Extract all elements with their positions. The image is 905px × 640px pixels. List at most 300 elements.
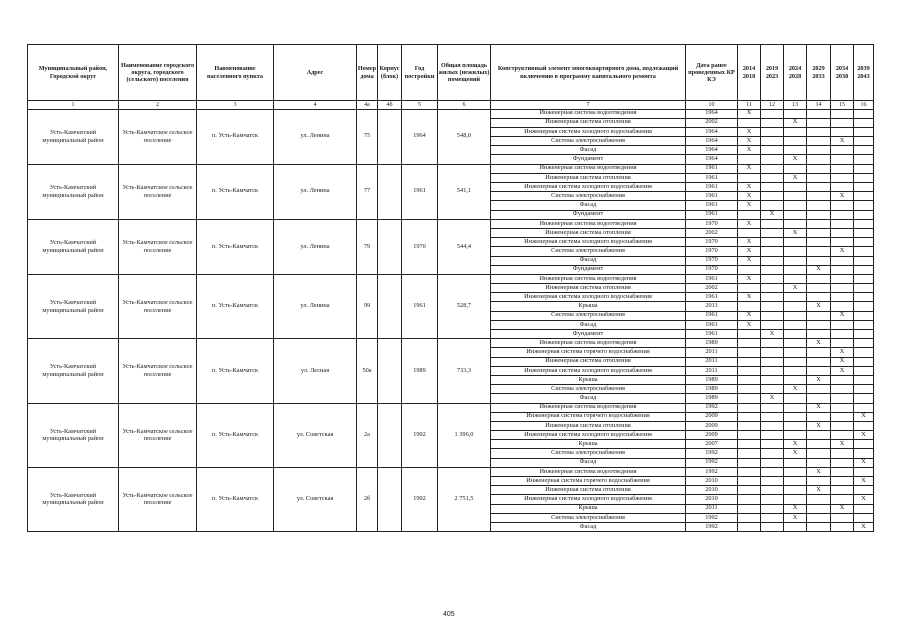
period-mark-cell	[831, 522, 854, 531]
period-mark-cell	[807, 109, 831, 118]
period-mark-cell	[784, 467, 807, 476]
period-mark-cell	[784, 127, 807, 136]
element-cell: Инженерная система водоотведения	[491, 164, 686, 173]
element-cell: Фасад	[491, 320, 686, 329]
settlement-cell: Усть-Камчатское сельское поселение	[119, 109, 197, 164]
period-mark-cell	[738, 467, 761, 476]
period-mark-cell	[807, 394, 831, 403]
block-cell	[378, 274, 402, 338]
period-mark-cell: X	[784, 440, 807, 449]
period-mark-cell	[807, 192, 831, 201]
column-number: 4	[274, 101, 357, 110]
area-cell: 2 751,5	[438, 467, 491, 531]
settlement-cell: Усть-Камчатское сельское поселение	[119, 219, 197, 274]
period-mark-cell: X	[854, 412, 874, 421]
period-mark-cell	[761, 467, 784, 476]
house-cell: 2а	[357, 403, 378, 467]
prev-repair-cell: 1961	[686, 320, 738, 329]
period-mark-cell: X	[738, 192, 761, 201]
district-cell: Усть-Камчатский муниципальный район	[28, 274, 119, 338]
period-mark-cell	[807, 201, 831, 210]
period-mark-cell	[738, 265, 761, 274]
period-mark-cell	[831, 201, 854, 210]
period-mark-cell	[738, 504, 761, 513]
period-mark-cell	[807, 513, 831, 522]
header-period: 2034 2038	[831, 45, 854, 101]
period-mark-cell	[761, 311, 784, 320]
period-mark-cell: X	[784, 284, 807, 293]
locality-cell: п. Усть-Камчатск	[197, 274, 274, 338]
period-mark-cell	[761, 164, 784, 173]
area-cell: 733,3	[438, 339, 491, 403]
settlement-cell: Усть-Камчатское сельское поселение	[119, 164, 197, 219]
district-cell: Усть-Камчатский муниципальный район	[28, 219, 119, 274]
district-cell: Усть-Камчатский муниципальный район	[28, 339, 119, 403]
period-mark-cell	[761, 513, 784, 522]
period-mark-cell	[831, 486, 854, 495]
period-mark-cell: X	[807, 339, 831, 348]
period-mark-cell	[854, 210, 874, 219]
element-cell: Система электроснабжения	[491, 311, 686, 320]
period-mark-cell	[738, 210, 761, 219]
period-mark-cell	[784, 293, 807, 302]
period-mark-cell	[761, 183, 784, 192]
period-mark-cell	[854, 118, 874, 127]
period-mark-cell	[831, 183, 854, 192]
element-cell: Инженерная система водоотведения	[491, 403, 686, 412]
period-mark-cell	[761, 357, 784, 366]
column-number: 15	[831, 101, 854, 110]
period-mark-cell	[738, 449, 761, 458]
table-row	[28, 164, 874, 173]
period-mark-cell	[738, 228, 761, 237]
period-mark-cell	[784, 302, 807, 311]
settlement-cell: Усть-Камчатское сельское поселение	[119, 274, 197, 338]
prev-repair-cell: 1961	[686, 183, 738, 192]
element-cell: Инженерная система горячего водоснабжения	[491, 412, 686, 421]
period-mark-cell	[807, 330, 831, 339]
period-mark-cell	[807, 440, 831, 449]
period-mark-cell: X	[738, 164, 761, 173]
address-cell: ул. Ленина	[274, 164, 357, 219]
page-number: 405	[443, 611, 455, 618]
element-cell: Фасад	[491, 146, 686, 155]
period-mark-cell	[854, 265, 874, 274]
element-cell: Фасад	[491, 522, 686, 531]
period-mark-cell: X	[807, 302, 831, 311]
element-cell: Фундамент	[491, 265, 686, 274]
element-cell: Фасад	[491, 458, 686, 467]
period-mark-cell: X	[831, 357, 854, 366]
element-cell: Система электроснабжения	[491, 449, 686, 458]
period-mark-cell	[784, 495, 807, 504]
period-mark-cell	[784, 339, 807, 348]
element-cell: Крыша	[491, 302, 686, 311]
period-mark-cell	[761, 127, 784, 136]
period-mark-cell	[784, 348, 807, 357]
period-mark-cell	[854, 366, 874, 375]
area-cell: 548,0	[438, 109, 491, 164]
locality-cell: п. Усть-Камчатск	[197, 403, 274, 467]
period-mark-cell	[738, 412, 761, 421]
period-mark-cell	[738, 440, 761, 449]
element-cell: Система электроснабжения	[491, 385, 686, 394]
period-mark-cell	[854, 109, 874, 118]
header-prev: Дата ранее проведенных КР КЭ	[686, 45, 738, 101]
period-mark-cell	[831, 467, 854, 476]
prev-repair-cell: 1961	[686, 201, 738, 210]
address-cell: ул. Ленина	[274, 109, 357, 164]
repair-program-table	[27, 44, 874, 532]
header-period: 2014 2018	[738, 45, 761, 101]
table-row	[28, 109, 874, 118]
period-mark-cell: X	[807, 265, 831, 274]
prev-repair-cell: 1989	[686, 385, 738, 394]
prev-repair-cell: 1989	[686, 394, 738, 403]
prev-repair-cell: 1961	[686, 164, 738, 173]
period-mark-cell	[854, 403, 874, 412]
prev-repair-cell: 1992	[686, 522, 738, 531]
period-mark-cell	[831, 394, 854, 403]
period-mark-cell	[854, 375, 874, 384]
period-mark-cell	[854, 284, 874, 293]
element-cell: Фасад	[491, 394, 686, 403]
prev-repair-cell: 1961	[686, 330, 738, 339]
period-mark-cell	[807, 183, 831, 192]
element-cell: Инженерная система холодного водоснабжения	[491, 183, 686, 192]
period-mark-cell: X	[761, 394, 784, 403]
prev-repair-cell: 2009	[686, 431, 738, 440]
element-cell: Инженерная система водоотведения	[491, 339, 686, 348]
period-mark-cell	[761, 155, 784, 164]
period-mark-cell	[854, 421, 874, 430]
element-cell: Система электроснабжения	[491, 247, 686, 256]
period-mark-cell: X	[761, 330, 784, 339]
period-mark-cell	[784, 311, 807, 320]
prev-repair-cell: 1992	[686, 467, 738, 476]
period-mark-cell	[807, 449, 831, 458]
period-mark-cell	[761, 431, 784, 440]
period-mark-cell	[807, 431, 831, 440]
period-mark-cell	[761, 192, 784, 201]
period-mark-cell	[738, 339, 761, 348]
period-mark-cell	[807, 385, 831, 394]
period-mark-cell	[854, 311, 874, 320]
prev-repair-cell: 2002	[686, 118, 738, 127]
period-mark-cell	[807, 238, 831, 247]
period-mark-cell	[738, 155, 761, 164]
element-cell: Инженерная система холодного водоснабжения	[491, 293, 686, 302]
element-cell: Крыша	[491, 375, 686, 384]
prev-repair-cell: 2010	[686, 486, 738, 495]
prev-repair-cell: 2010	[686, 495, 738, 504]
period-mark-cell	[738, 284, 761, 293]
period-mark-cell	[738, 375, 761, 384]
period-mark-cell	[854, 486, 874, 495]
period-mark-cell	[831, 118, 854, 127]
locality-cell: п. Усть-Камчатск	[197, 219, 274, 274]
prev-repair-cell: 2002	[686, 228, 738, 237]
period-mark-cell: X	[807, 421, 831, 430]
period-mark-cell	[831, 421, 854, 430]
block-cell	[378, 467, 402, 531]
period-mark-cell	[761, 403, 784, 412]
period-mark-cell	[854, 146, 874, 155]
element-cell: Фасад	[491, 256, 686, 265]
period-mark-cell	[831, 238, 854, 247]
period-mark-cell	[784, 109, 807, 118]
period-mark-cell	[831, 155, 854, 164]
block-cell	[378, 339, 402, 403]
block-cell	[378, 403, 402, 467]
table-row	[28, 219, 874, 228]
prev-repair-cell: 1961	[686, 173, 738, 182]
prev-repair-cell: 2011	[686, 348, 738, 357]
period-mark-cell	[854, 173, 874, 182]
period-mark-cell: X	[738, 109, 761, 118]
element-cell: Инженерная система водоотведения	[491, 274, 686, 283]
period-mark-cell	[738, 302, 761, 311]
period-mark-cell	[854, 247, 874, 256]
block-cell	[378, 109, 402, 164]
period-mark-cell	[807, 311, 831, 320]
period-mark-cell: X	[831, 137, 854, 146]
period-mark-cell	[807, 284, 831, 293]
period-mark-cell	[807, 357, 831, 366]
element-cell: Система электроснабжения	[491, 137, 686, 146]
period-mark-cell: X	[784, 385, 807, 394]
block-cell	[378, 164, 402, 219]
period-mark-cell	[854, 385, 874, 394]
period-mark-cell	[784, 412, 807, 421]
period-mark-cell	[761, 477, 784, 486]
column-number: 7	[491, 101, 686, 110]
period-mark-cell	[738, 522, 761, 531]
period-mark-cell: X	[831, 192, 854, 201]
period-mark-cell: X	[738, 219, 761, 228]
column-number: 12	[761, 101, 784, 110]
period-mark-cell	[784, 247, 807, 256]
period-mark-cell	[807, 477, 831, 486]
period-mark-cell	[831, 146, 854, 155]
prev-repair-cell: 1970	[686, 247, 738, 256]
period-mark-cell	[738, 330, 761, 339]
element-cell: Инженерная система горячего водоснабжения	[491, 348, 686, 357]
period-mark-cell	[807, 366, 831, 375]
period-mark-cell	[761, 284, 784, 293]
period-mark-cell: X	[831, 311, 854, 320]
period-mark-cell	[854, 183, 874, 192]
period-mark-cell: X	[854, 431, 874, 440]
period-mark-cell	[854, 348, 874, 357]
period-mark-cell	[831, 477, 854, 486]
period-mark-cell	[831, 228, 854, 237]
year-cell: 1964	[402, 109, 438, 164]
column-number: 4а	[357, 101, 378, 110]
period-mark-cell	[784, 146, 807, 155]
period-mark-cell	[807, 495, 831, 504]
house-cell: 2б	[357, 467, 378, 531]
period-mark-cell: X	[738, 256, 761, 265]
header-period: 2019 2023	[761, 45, 784, 101]
period-mark-cell	[761, 118, 784, 127]
period-mark-cell	[761, 522, 784, 531]
period-mark-cell	[738, 477, 761, 486]
element-cell: Инженерная система отопления	[491, 284, 686, 293]
period-mark-cell	[761, 109, 784, 118]
period-mark-cell	[854, 320, 874, 329]
prev-repair-cell: 1970	[686, 238, 738, 247]
period-mark-cell	[854, 219, 874, 228]
period-mark-cell	[807, 137, 831, 146]
period-mark-cell	[854, 339, 874, 348]
prev-repair-cell: 2011	[686, 504, 738, 513]
period-mark-cell	[738, 394, 761, 403]
element-cell: Инженерная система холодного водоснабжения	[491, 127, 686, 136]
period-mark-cell	[738, 495, 761, 504]
period-mark-cell	[738, 458, 761, 467]
period-mark-cell	[761, 238, 784, 247]
period-mark-cell	[807, 210, 831, 219]
header-element: Конструктивный элемент многоквартирного дома, подлежащий включению в программу капитального ремонта	[491, 45, 686, 101]
element-cell: Инженерная система водоотведения	[491, 109, 686, 118]
element-cell: Крыша	[491, 440, 686, 449]
period-mark-cell	[807, 247, 831, 256]
address-cell: ул. Советская	[274, 403, 357, 467]
header-district: Муниципальный район, Городской округ	[28, 45, 119, 101]
year-cell: 1989	[402, 339, 438, 403]
period-mark-cell	[761, 385, 784, 394]
period-mark-cell	[738, 118, 761, 127]
period-mark-cell	[784, 477, 807, 486]
column-number: 2	[119, 101, 197, 110]
period-mark-cell	[784, 219, 807, 228]
block-cell	[378, 219, 402, 274]
period-mark-cell	[831, 293, 854, 302]
period-mark-cell	[854, 256, 874, 265]
period-mark-cell: X	[831, 504, 854, 513]
period-mark-cell	[761, 375, 784, 384]
period-mark-cell	[761, 449, 784, 458]
period-mark-cell	[784, 210, 807, 219]
period-mark-cell	[854, 137, 874, 146]
period-mark-cell	[831, 302, 854, 311]
period-mark-cell	[831, 513, 854, 522]
house-cell: 50а	[357, 339, 378, 403]
period-mark-cell: X	[761, 210, 784, 219]
period-mark-cell	[807, 458, 831, 467]
table-row	[28, 467, 874, 476]
period-mark-cell	[854, 192, 874, 201]
period-mark-cell	[831, 109, 854, 118]
element-cell: Инженерная система холодного водоснабжения	[491, 431, 686, 440]
locality-cell: п. Усть-Камчатск	[197, 339, 274, 403]
period-mark-cell	[831, 219, 854, 228]
column-number: 14	[807, 101, 831, 110]
period-mark-cell	[807, 293, 831, 302]
element-cell: Инженерная система водоотведения	[491, 467, 686, 476]
period-mark-cell	[831, 458, 854, 467]
prev-repair-cell: 2009	[686, 421, 738, 430]
header-period: 2029 2033	[807, 45, 831, 101]
period-mark-cell: X	[854, 477, 874, 486]
year-cell: 1961	[402, 274, 438, 338]
prev-repair-cell: 1992	[686, 458, 738, 467]
period-mark-cell	[854, 394, 874, 403]
prev-repair-cell: 1964	[686, 146, 738, 155]
header-locality: Наименование населенного пункта	[197, 45, 274, 101]
period-mark-cell	[784, 320, 807, 329]
period-mark-cell	[831, 320, 854, 329]
period-mark-cell	[761, 504, 784, 513]
header-year: Год постройки	[402, 45, 438, 101]
period-mark-cell	[831, 210, 854, 219]
period-mark-cell: X	[831, 440, 854, 449]
period-mark-cell	[761, 458, 784, 467]
period-mark-cell	[784, 137, 807, 146]
period-mark-cell	[807, 155, 831, 164]
period-mark-cell	[854, 449, 874, 458]
period-mark-cell	[854, 127, 874, 136]
column-number-row	[28, 101, 874, 110]
period-mark-cell	[807, 522, 831, 531]
period-mark-cell: X	[738, 238, 761, 247]
element-cell: Инженерная система холодного водоснабжения	[491, 366, 686, 375]
period-mark-cell	[738, 403, 761, 412]
column-number: 11	[738, 101, 761, 110]
period-mark-cell	[738, 173, 761, 182]
period-mark-cell	[738, 366, 761, 375]
period-mark-cell	[831, 339, 854, 348]
period-mark-cell	[854, 357, 874, 366]
element-cell: Инженерная система отопления	[491, 357, 686, 366]
period-mark-cell: X	[738, 293, 761, 302]
period-mark-cell: X	[784, 504, 807, 513]
period-mark-cell	[807, 320, 831, 329]
district-cell: Усть-Камчатский муниципальный район	[28, 164, 119, 219]
period-mark-cell: X	[831, 247, 854, 256]
period-mark-cell	[854, 293, 874, 302]
period-mark-cell: X	[738, 320, 761, 329]
element-cell: Система электроснабжения	[491, 192, 686, 201]
prev-repair-cell: 1992	[686, 403, 738, 412]
period-mark-cell	[784, 238, 807, 247]
period-mark-cell	[831, 164, 854, 173]
period-mark-cell: X	[784, 173, 807, 182]
element-cell: Инженерная система отопления	[491, 486, 686, 495]
period-mark-cell	[854, 504, 874, 513]
period-mark-cell	[807, 274, 831, 283]
period-mark-cell	[761, 302, 784, 311]
column-number: 13	[784, 101, 807, 110]
prev-repair-cell: 1961	[686, 210, 738, 219]
prev-repair-cell: 2010	[686, 477, 738, 486]
prev-repair-cell: 1964	[686, 109, 738, 118]
table-row	[28, 403, 874, 412]
period-mark-cell	[761, 265, 784, 274]
period-mark-cell	[831, 274, 854, 283]
period-mark-cell	[738, 421, 761, 430]
header-block: Корпус (блок)	[378, 45, 402, 101]
period-mark-cell	[761, 421, 784, 430]
period-mark-cell	[854, 228, 874, 237]
prev-repair-cell: 2011	[686, 302, 738, 311]
period-mark-cell: X	[807, 467, 831, 476]
period-mark-cell	[854, 274, 874, 283]
period-mark-cell	[854, 155, 874, 164]
period-mark-cell: X	[738, 127, 761, 136]
area-cell: 544,4	[438, 219, 491, 274]
